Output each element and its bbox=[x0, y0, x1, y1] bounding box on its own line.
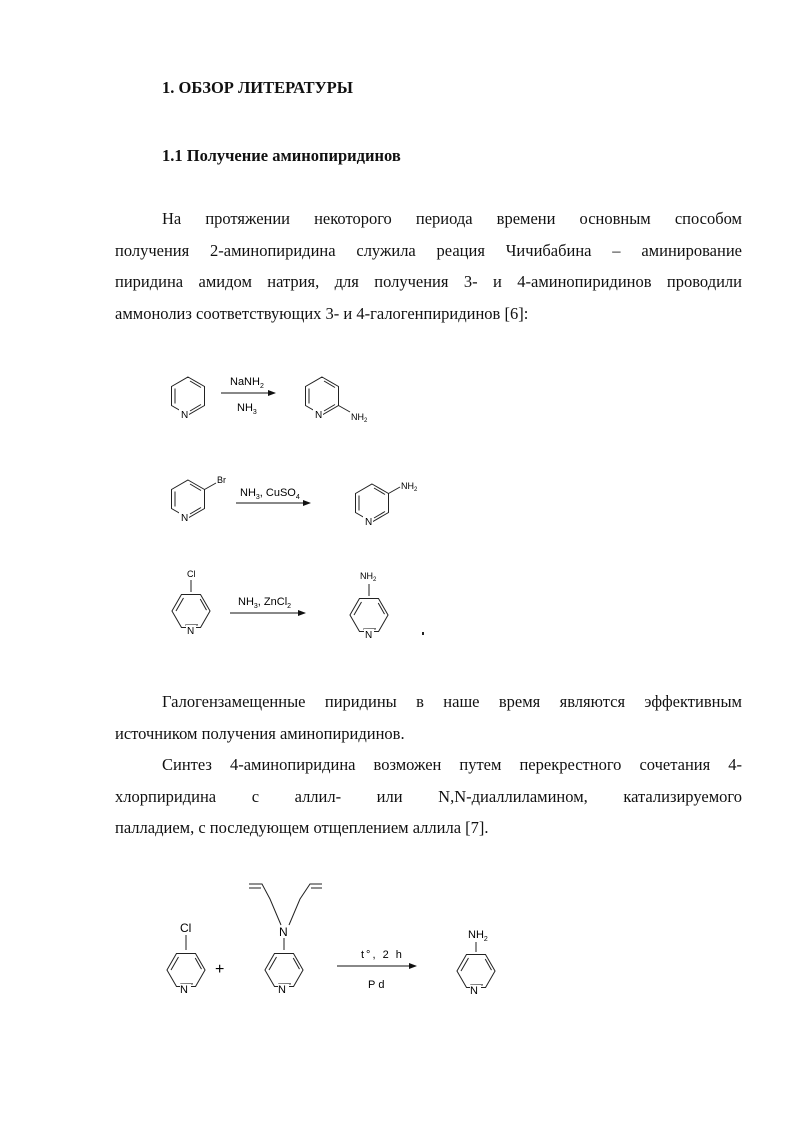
atom-label-n: N bbox=[365, 517, 373, 528]
atom-label-n: N bbox=[187, 626, 195, 637]
reaction-2 bbox=[172, 475, 419, 528]
subsection-heading: 1.1 Получение аминопиридинов bbox=[162, 146, 401, 165]
atom-label-n: N bbox=[470, 985, 478, 997]
atom-label-br: Br bbox=[217, 475, 226, 485]
reaction-1 bbox=[172, 376, 369, 424]
text-line: получения 2-аминопиридина служила реация Чичибабина – аминирование bbox=[115, 240, 742, 260]
atom-label-nh2: $NH_2$ bbox=[351, 412, 368, 424]
section-heading: 1. ОБЗОР ЛИТЕРАТУРЫ bbox=[162, 78, 353, 97]
reagent-label: $NH_3$ bbox=[237, 402, 257, 416]
text-line: источником получения аминопиридинов. bbox=[115, 723, 405, 743]
text-line: палладием, с последующем отщеплением аллила [7]. bbox=[115, 818, 489, 837]
condition-label: t°, 2 h bbox=[361, 949, 404, 961]
atom-label-n: N bbox=[180, 984, 188, 996]
atom-label-n: N bbox=[181, 513, 189, 524]
atom-label-n: N bbox=[278, 984, 286, 996]
atom-label-cl: Cl bbox=[180, 921, 192, 935]
atom-label-nh2: $NH_2$ bbox=[360, 571, 377, 583]
text-line: Синтез 4-аминопиридина возможен путем перекрестного сочетания 4- bbox=[162, 755, 742, 774]
reagent-label: $NH_3$, CuSO$_4$ bbox=[240, 487, 300, 501]
text-line: На протяжении некоторого периода времени основным способом bbox=[162, 209, 742, 228]
reagent-label: $NH_3$, ZnCl$_2$ bbox=[238, 596, 292, 610]
atom-label-nh2: $NH_2$ bbox=[401, 481, 418, 493]
text-line: аммонолиз соответствующих 3- и 4-галогенпиридинов [6]: bbox=[115, 303, 529, 323]
reagent-label: NaNH$_2$ bbox=[230, 376, 264, 390]
atom-label-n: N bbox=[365, 630, 373, 641]
text-line: пиридина амидом натрия, для получения 3- и 4-аминопиридинов проводили bbox=[115, 272, 742, 291]
atom-label-n: N bbox=[315, 410, 323, 421]
reaction-4 bbox=[162, 884, 500, 997]
atom-label-cl: Cl bbox=[187, 569, 196, 579]
text-line: хлорпиридина с аллил- или N,N-диаллиламином, катализируемого bbox=[115, 786, 742, 806]
atom-label-n: N bbox=[279, 925, 288, 939]
atom-label-n: N bbox=[181, 410, 189, 421]
plus-sign: + bbox=[215, 961, 225, 978]
text-line: Галогензамещенные пиридины в наше время являются эффективным bbox=[162, 692, 742, 711]
atom-label-nh2: $NH_2$ bbox=[468, 929, 488, 943]
reaction-3 bbox=[167, 569, 424, 641]
catalyst-label: Pd bbox=[368, 979, 388, 991]
